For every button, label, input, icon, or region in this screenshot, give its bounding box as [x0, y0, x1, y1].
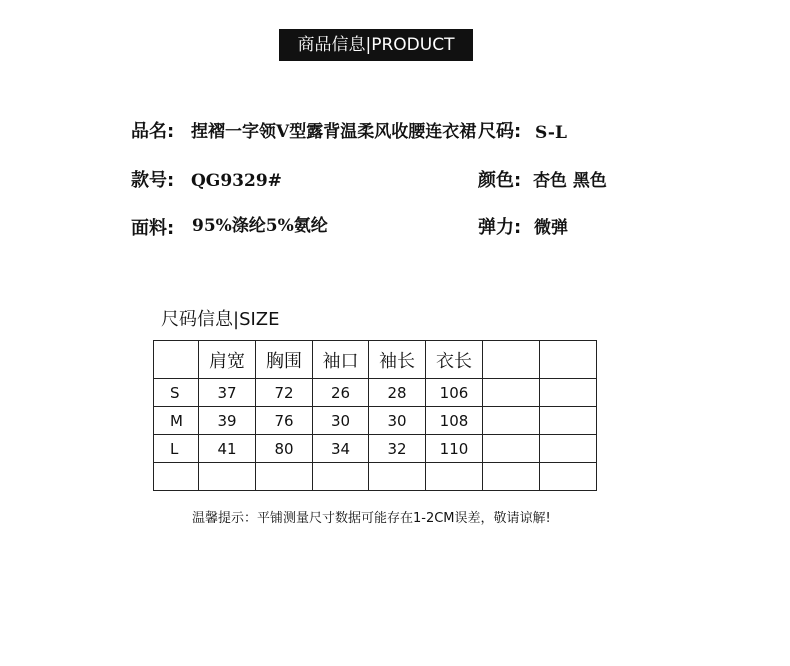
table-cell: 26 [313, 379, 369, 407]
stretch-label: 弹力: [478, 217, 522, 238]
header-cell: 胸围 [256, 341, 313, 379]
measurement-note: 温馨提示：平铺测量尺寸数据可能存在1-2CM误差，敬请谅解! [192, 511, 551, 526]
size-cell: S [154, 379, 199, 407]
size-cell [154, 463, 199, 491]
fabric-label: 面料: [131, 218, 175, 239]
table-cell: 28 [369, 379, 426, 407]
color-label: 颜色: [478, 170, 522, 191]
table-cell: 30 [313, 407, 369, 435]
table-cell [426, 463, 483, 491]
header-cell: 肩宽 [199, 341, 256, 379]
table-cell: 110 [426, 435, 483, 463]
header-cell: 袖长 [369, 341, 426, 379]
table-cell [540, 463, 597, 491]
table-cell: 41 [199, 435, 256, 463]
table-cell [540, 379, 597, 407]
name-value: 捏褶一字领V型露背温柔风收腰连衣裙 [191, 122, 477, 142]
table-cell [540, 435, 597, 463]
table-cell [540, 407, 597, 435]
name-label: 品名: [131, 121, 175, 142]
color-value: 杏色 黑色 [533, 171, 607, 191]
table-cell [483, 435, 540, 463]
table-cell [483, 379, 540, 407]
table-cell: 80 [256, 435, 313, 463]
table-cell: 76 [256, 407, 313, 435]
size-value: S-L [535, 123, 567, 143]
table-cell [483, 407, 540, 435]
table-cell [313, 463, 369, 491]
table-cell: 106 [426, 379, 483, 407]
style-label: 款号: [131, 170, 175, 191]
table-row [154, 379, 597, 407]
table-cell: 37 [199, 379, 256, 407]
table-cell [483, 463, 540, 491]
size-label: 尺码: [478, 121, 522, 142]
header-cell [540, 341, 597, 379]
table-cell [369, 463, 426, 491]
size-cell: M [154, 407, 199, 435]
table-row [154, 435, 597, 463]
header-cell [483, 341, 540, 379]
stretch-value: 微弹 [534, 218, 568, 238]
table-cell [199, 463, 256, 491]
table-header-row [154, 341, 597, 379]
table-cell: 108 [426, 407, 483, 435]
style-value: QG9329# [191, 171, 282, 191]
table-cell: 34 [313, 435, 369, 463]
table-row [154, 463, 597, 491]
table-cell [256, 463, 313, 491]
size-cell: L [154, 435, 199, 463]
page-title: 商品信息|PRODUCT [279, 29, 473, 61]
table-cell: 72 [256, 379, 313, 407]
header-cell [154, 341, 199, 379]
size-table [153, 340, 597, 491]
table-cell: 30 [369, 407, 426, 435]
fabric-value: 95%涤纶5%氨纶 [192, 216, 328, 236]
header-cell: 袖口 [313, 341, 369, 379]
header-cell: 衣长 [426, 341, 483, 379]
table-cell: 39 [199, 407, 256, 435]
size-section-heading: 尺码信息|SIZE [161, 309, 280, 330]
table-row [154, 407, 597, 435]
table-cell: 32 [369, 435, 426, 463]
